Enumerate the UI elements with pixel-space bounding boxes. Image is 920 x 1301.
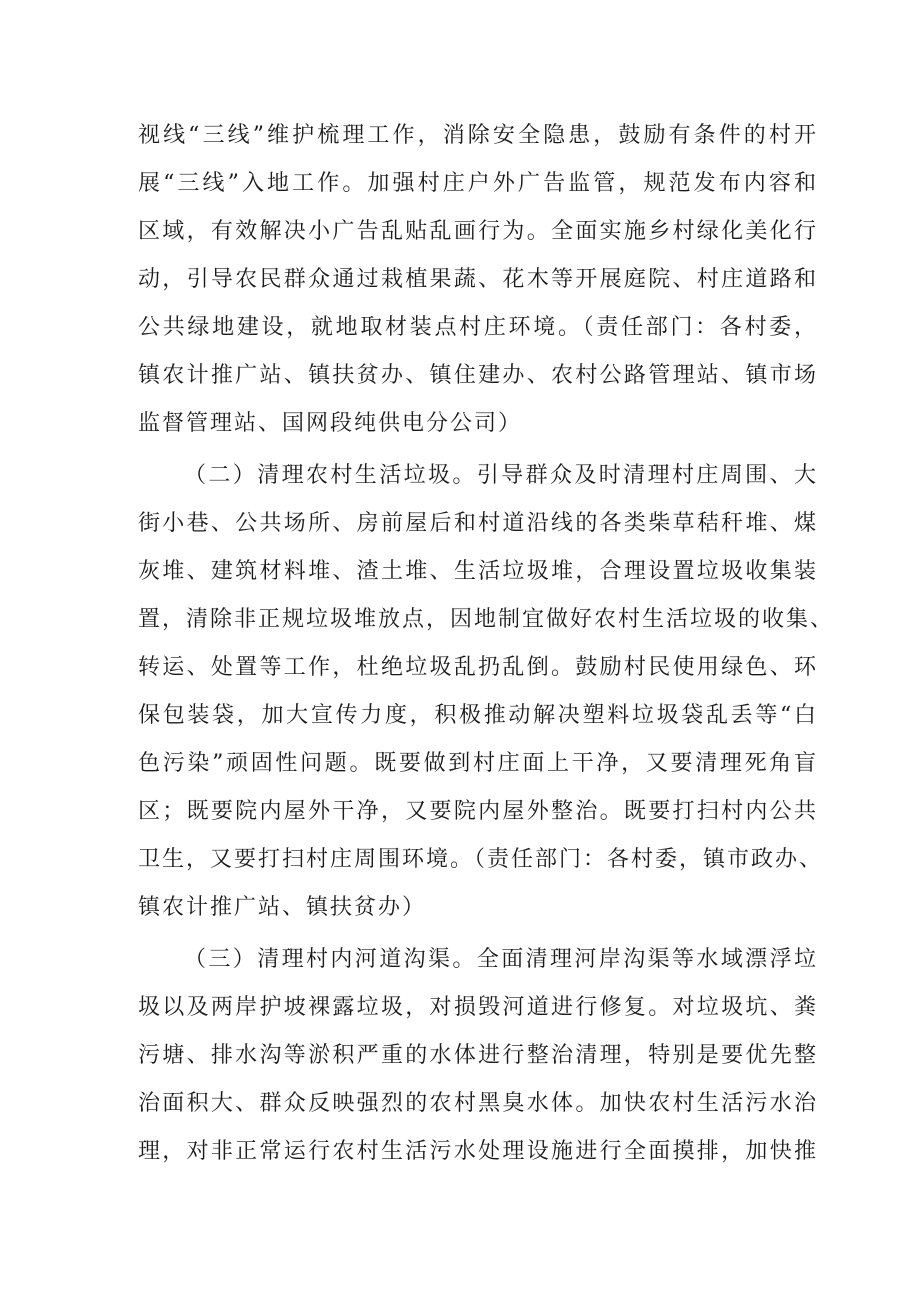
text-line: 灰堆、建筑材料堆、渣土堆、生活垃圾堆，合理设置垃圾收集装 [138,559,818,584]
paragraph-heading-line: （三）清理村内河道沟渠。全面清理河岸沟渠等水域漂浮垃 [184,947,818,972]
text-line: 公共绿地建设，就地取材装点村庄环境。（责任部门：各村委， [138,315,818,340]
paragraph-heading-line: （二）清理农村生活垃圾。引导群众及时清理村庄周围、大 [184,463,818,488]
text-line: 区域，有效解决小广告乱贴乱画行为。全面实施乡村绿化美化行 [138,219,818,244]
text-line: 保包装袋，加大宣传力度，积极推动解决塑料垃圾袋乱丢等“白 [138,703,818,728]
text-line: 视线“三线”维护梳理工作，消除安全隐患，鼓励有条件的村开 [138,123,818,148]
text-line: 动，引导农民群众通过栽植果蔬、花木等开展庭院、村庄道路和 [138,267,818,292]
text-line: 转运、处置等工作，杜绝垃圾乱扔乱倒。鼓励村民使用绿色、环 [138,655,818,680]
text-line: 置，清除非正规垃圾堆放点，因地制宜做好农村生活垃圾的收集、 [138,607,835,632]
text-line: 镇农计推广站、镇扶贫办、镇住建办、农村公路管理站、镇市场 [138,363,818,388]
text-line: 污塘、排水沟等淤积严重的水体进行整治清理，特别是要优先整 [138,1043,818,1068]
text-line: 圾以及两岸护坡裸露垃圾，对损毁河道进行修复。对垃圾坑、粪 [138,995,818,1020]
text-line: 镇农计推广站、镇扶贫办） [138,895,427,920]
text-line: 区；既要院内屋外干净，又要院内屋外整治。既要打扫村内公共 [138,799,818,824]
text-line: 理，对非正常运行农村生活污水处理设施进行全面摸排，加快推 [138,1139,818,1164]
text-line: 色污染”顽固性问题。既要做到村庄面上干净，又要清理死角盲 [138,751,818,776]
text-line: 展“三线”入地工作。加强村庄户外广告监管，规范发布内容和 [138,171,818,196]
text-line: 治面积大、群众反映强烈的农村黑臭水体。加快农村生活污水治 [138,1091,818,1116]
text-line: 监督管理站、国网段纯供电分公司） [138,411,523,436]
text-line: 卫生，又要打扫村庄周围环境。（责任部门：各村委，镇市政办、 [138,847,824,872]
text-line: 街小巷、公共场所、房前屋后和村道沿线的各类柴草秸秆堆、煤 [138,511,818,536]
